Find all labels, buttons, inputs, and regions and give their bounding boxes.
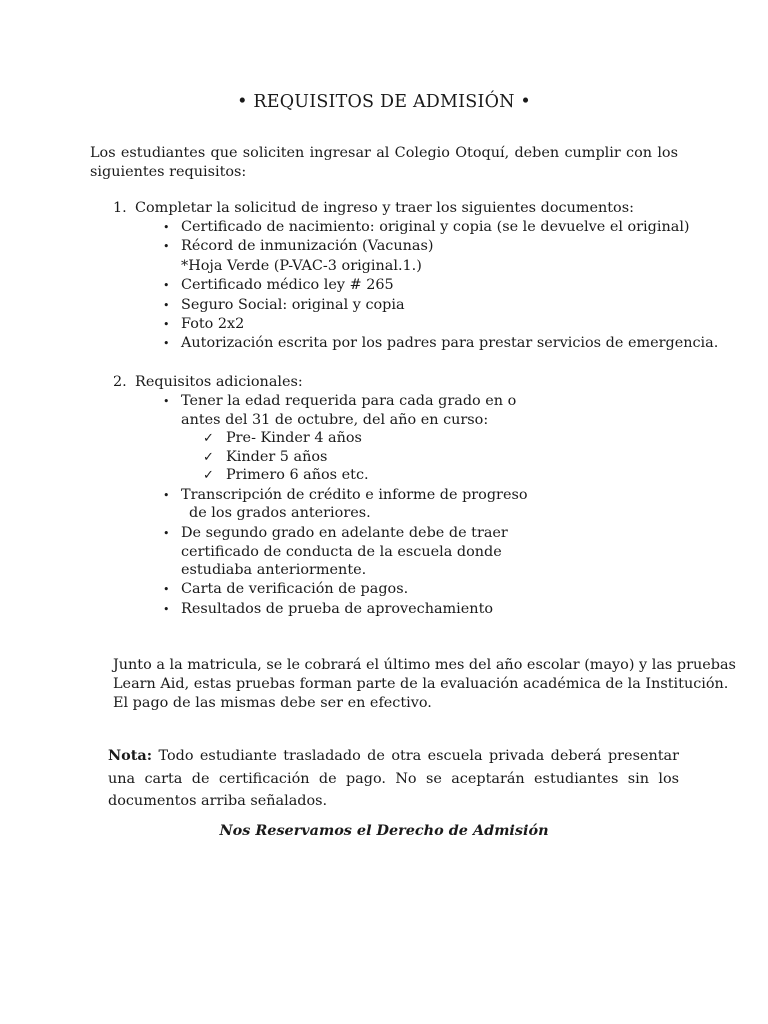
- list-item: Seguro Social: original y copia: [181, 297, 405, 313]
- list-item: Récord de inmunización (Vacunas): [181, 238, 434, 254]
- list-item: Autorización escrita por los padres para prestar servicios de emergencia.: [181, 335, 719, 351]
- bullet-icon: •: [163, 221, 170, 234]
- paragraph-line: Learn Aid, estas pruebas forman parte de la evaluación académica de la Institución.: [113, 676, 729, 692]
- bullet-icon: •: [163, 527, 170, 540]
- paragraph-line: El pago de las mismas debe ser en efectivo.: [113, 695, 432, 711]
- note-paragraph: [108, 745, 679, 813]
- intro-paragraph: Los estudiantes que soliciten ingresar al Colegio Otoquí, deben cumplir con los siguientes requisitos:: [90, 145, 678, 180]
- note-label: Nota:: [108, 747, 153, 764]
- list-item: Foto 2x2: [181, 316, 245, 332]
- list-item: Carta de verificación de pagos.: [181, 581, 409, 597]
- list-item-continuation: estudiaba anteriormente.: [181, 562, 367, 578]
- bullet-icon: •: [163, 279, 170, 292]
- checkmark-icon: ✓: [203, 450, 214, 465]
- section-heading: Requisitos adicionales:: [135, 374, 303, 390]
- bullet-icon: •: [163, 299, 170, 312]
- list-item-continuation: certificado de conducta de la escuela donde: [181, 544, 502, 560]
- bullet-icon: •: [163, 583, 170, 596]
- list-item: Certificado de nacimiento: original y copia (se le devuelve el original): [181, 219, 690, 235]
- list-item-continuation: *Hoja Verde (P-VAC-3 original.1.): [181, 258, 422, 274]
- page-title: • REQUISITOS DE ADMISIÓN •: [237, 92, 531, 112]
- checkmark-icon: ✓: [203, 468, 214, 483]
- list-item: Resultados de prueba de aprovechamiento: [181, 601, 494, 617]
- age-requirement-item: Primero 6 años etc.: [226, 467, 369, 483]
- bullet-icon: •: [163, 603, 170, 616]
- list-item: Certificado médico ley # 265: [181, 277, 394, 293]
- age-requirement-item: Pre- Kinder 4 años: [226, 430, 362, 446]
- section-number: 1.: [113, 200, 127, 216]
- bullet-icon: •: [163, 489, 170, 502]
- list-item-continuation: de los grados anteriores.: [189, 505, 371, 521]
- bullet-icon: •: [163, 337, 170, 350]
- bullet-icon: •: [163, 395, 170, 408]
- age-requirement-item: Kinder 5 años: [226, 449, 328, 465]
- section-heading: Completar la solicitud de ingreso y traer los siguientes documentos:: [135, 200, 634, 216]
- list-item: Tener la edad requerida para cada grado en o: [181, 393, 517, 409]
- list-item-continuation: antes del 31 de octubre, del año en curso:: [181, 412, 489, 428]
- list-item: De segundo grado en adelante debe de traer: [181, 525, 508, 541]
- paragraph-line: Junto a la matricula, se le cobrará el último mes del año escolar (mayo) y las pruebas: [113, 657, 736, 673]
- checkmark-icon: ✓: [203, 431, 214, 446]
- bullet-icon: •: [163, 318, 170, 331]
- note-text: Todo estudiante trasladado de otra escuela privada deberá presentar una carta de certificación de pago. No se aceptarán estudiantes sin los documentos arriba señalados.: [108, 748, 679, 809]
- bullet-icon: •: [163, 240, 170, 253]
- closing-statement: Nos Reservamos el Derecho de Admisión: [219, 822, 549, 839]
- section-number: 2.: [113, 374, 127, 390]
- list-item: Transcripción de crédito e informe de progreso: [181, 487, 528, 503]
